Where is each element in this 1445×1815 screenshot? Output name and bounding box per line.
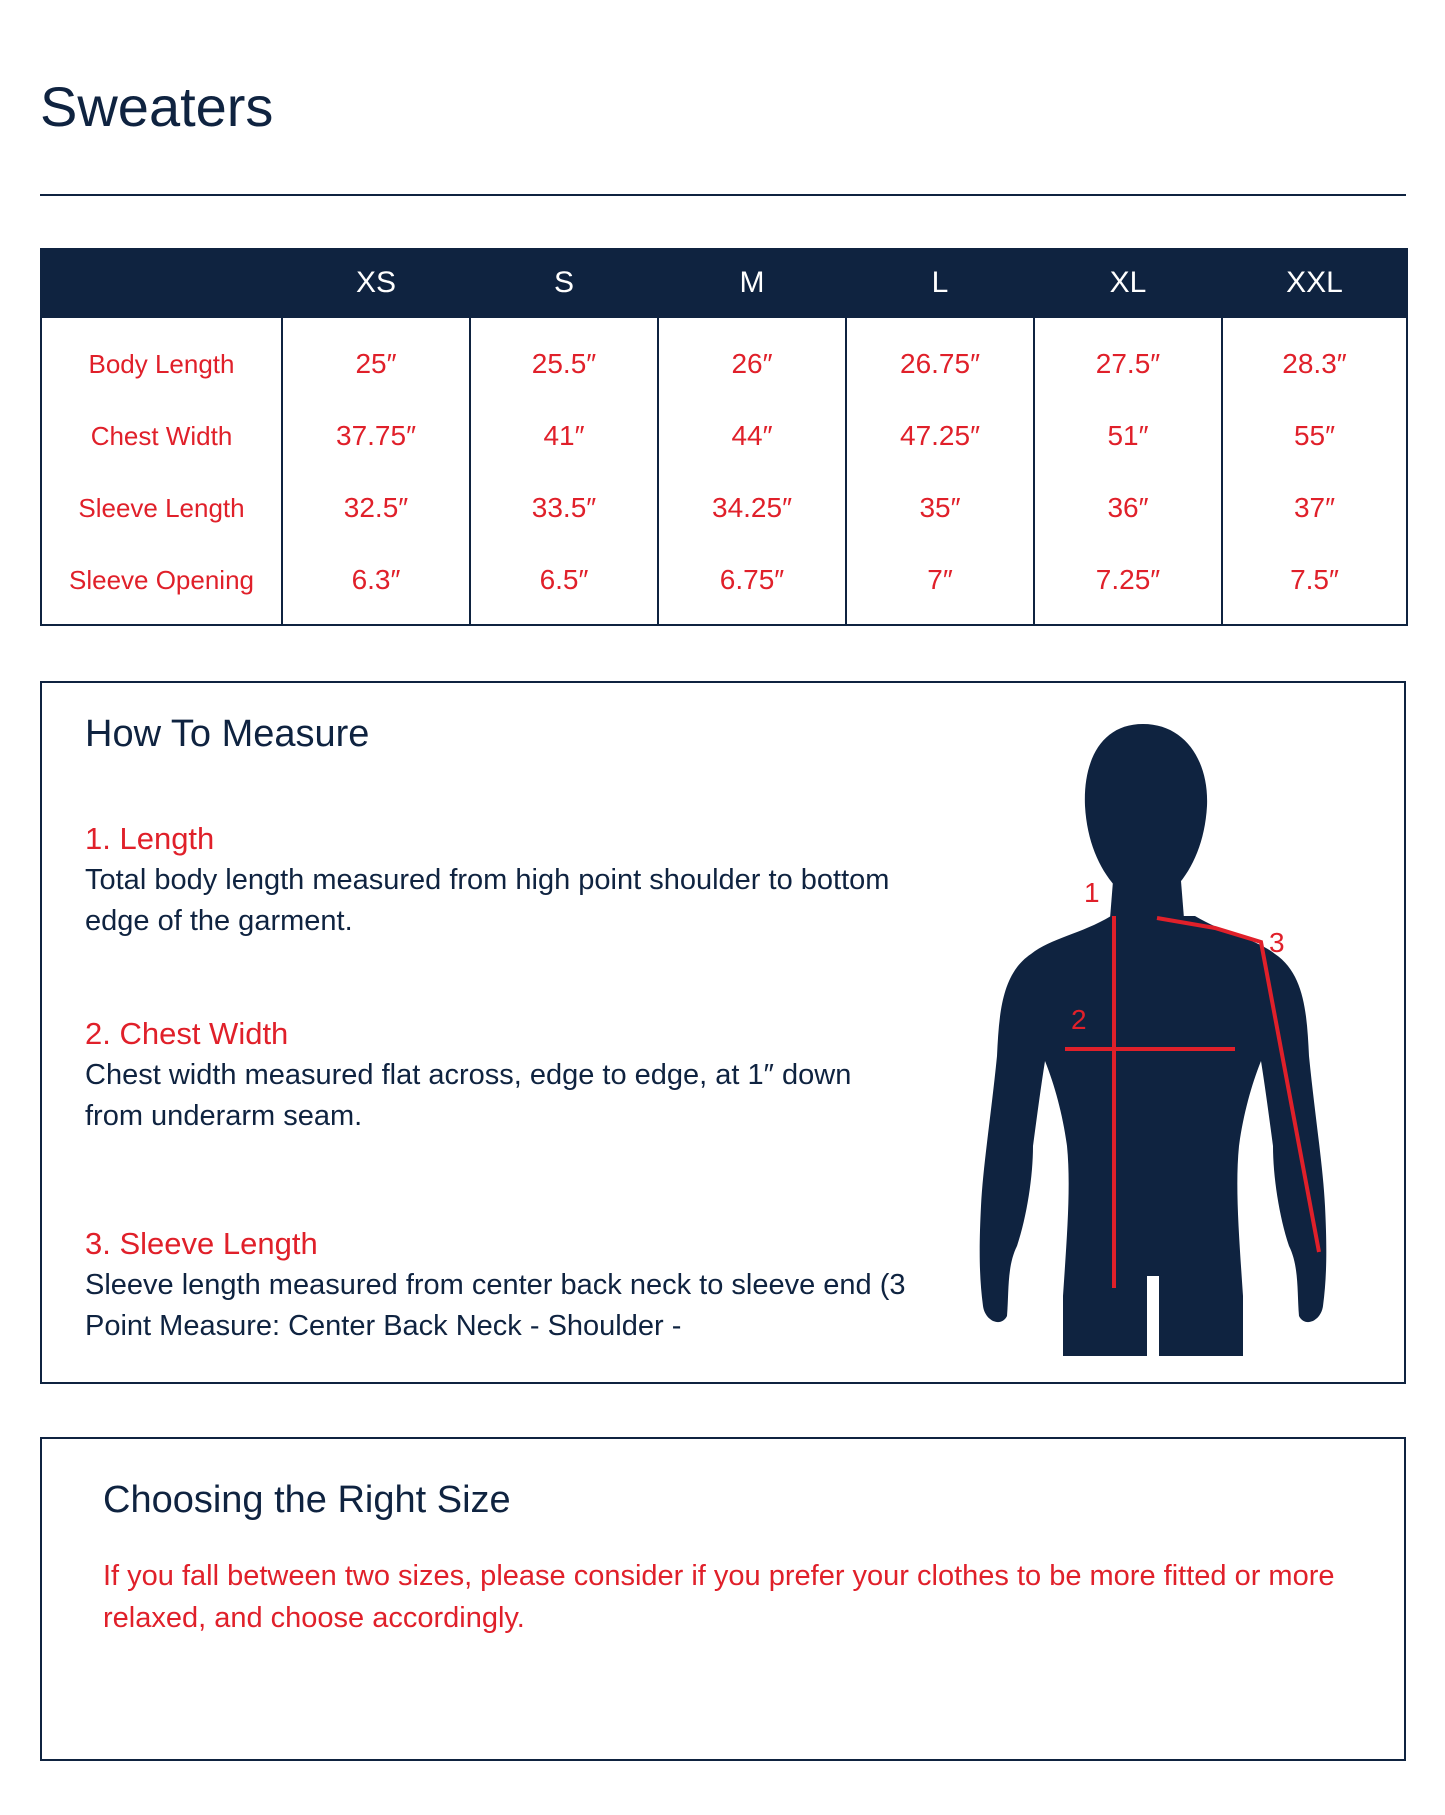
size-header: S [470,249,658,317]
table-cell: 55″ [1222,400,1407,472]
row-label: Sleeve Length [41,472,282,544]
table-cell: 6.3″ [282,544,470,625]
marker-label: 1 [1084,877,1100,908]
choosing-size-panel [40,1437,1406,1761]
page-title: Sweaters [40,75,274,138]
table-cell: 35″ [846,472,1034,544]
table-cell: 34.25″ [658,472,846,544]
choosing-size-title: Choosing the Right Size [103,1479,511,1521]
table-cell: 27.5″ [1034,317,1222,400]
size-header: XXL [1222,249,1407,317]
size-header: XL [1034,249,1222,317]
size-header-blank [41,249,282,317]
table-cell: 7″ [846,544,1034,625]
row-label: Chest Width [41,400,282,472]
table-cell: 26″ [658,317,846,400]
table-cell: 7.25″ [1034,544,1222,625]
marker-label: 2 [1071,1004,1087,1035]
row-label: Sleeve Opening [41,544,282,625]
title-divider [40,194,1406,196]
marker-label: 3 [1269,927,1285,958]
silhouette [980,724,1327,1356]
measure-item-title: 3. Sleeve Length [85,1226,318,1261]
table-cell: 41″ [470,400,658,472]
measure-item-text: Chest width measured flat across, edge to edge, at 1″ down from underarm seam. [85,1059,852,1132]
table-cell: 28.3″ [1222,317,1407,400]
table-cell: 25″ [282,317,470,400]
measure-item-text: Total body length measured from high point shoulder to bottom edge of the garment. [85,864,890,937]
size-header: XS [282,249,470,317]
table-cell: 37.75″ [282,400,470,472]
table-cell: 37″ [1222,472,1407,544]
choosing-size-text: If you fall between two sizes, please consider if you prefer your clothes to be more fitted or more relaxed, and choose accordingly. [103,1560,1335,1634]
measure-item-text: Sleeve length measured from center back neck to sleeve end (3 Point Measure: Center Back Neck - Shoulder - [85,1269,906,1342]
measure-item-title: 1. Length [85,821,215,856]
size-header-row [41,249,1407,317]
table-cell: 6.5″ [470,544,658,625]
table-cell: 33.5″ [470,472,658,544]
table-row [41,544,1407,625]
table-cell: 7.5″ [1222,544,1407,625]
table-cell: 32.5″ [282,472,470,544]
size-table [40,248,1408,626]
table-row [41,317,1407,400]
table-cell: 51″ [1034,400,1222,472]
table-row [41,472,1407,544]
size-header: L [846,249,1034,317]
row-label: Body Length [41,317,282,400]
torso-silhouette-icon [971,716,1391,1376]
measure-item-title: 2. Chest Width [85,1016,289,1051]
table-row [41,400,1407,472]
table-cell: 25.5″ [470,317,658,400]
table-cell: 44″ [658,400,846,472]
table-cell: 36″ [1034,472,1222,544]
table-cell: 6.75″ [658,544,846,625]
table-cell: 47.25″ [846,400,1034,472]
how-to-measure-panel [40,681,1406,1384]
table-cell: 26.75″ [846,317,1034,400]
how-to-measure-title: How To Measure [85,713,370,755]
size-header: M [658,249,846,317]
